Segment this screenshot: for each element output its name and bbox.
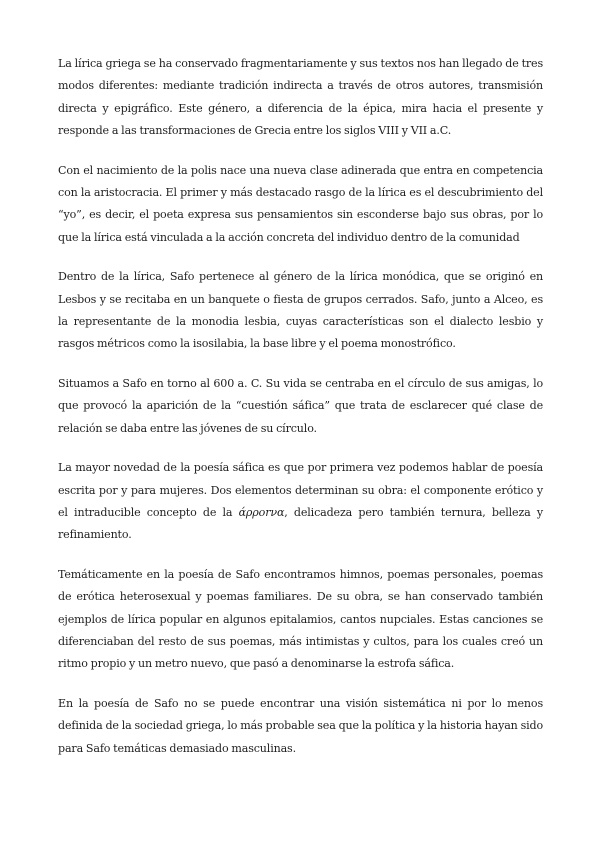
greek-term: άρροrνα — [238, 505, 285, 519]
paragraph-5-text-end: , delicadeza pero también ternura, belleza y refinamiento. — [58, 505, 543, 542]
paragraph-2: Con el nacimiento de la polis nace una nueva clase adinerada que entra en competencia con la aristocracia. El primer y más destacado rasgo de la lírica es el descubrimiento del “yo”, es decir, el poeta expresa sus pensamientos sin esconderse bajo sus obras, por lo que la lírica está vinculada a la acción concreta del individuo dentro de la comunidad — [58, 163, 543, 244]
paragraph-5-text-start: La mayor novedad de la poesía sáfica es que por primera vez podemos hablar de poesía escrita por y para mujeres. Dos elementos determinan su obra: el componente erótico y el intraducible concepto de la — [58, 461, 543, 519]
paragraph-4: Situamos a Safo en torno al 600 a. C. Su vida se centraba en el círculo de sus amigas, lo que provocó la aparición de la “cuestión sáfica” que trata de esclarecer qué clase de relación se daba entre las jóvenes de su círculo. — [58, 376, 543, 435]
paragraph-5 — [58, 457, 543, 547]
paragraph-7: En la poesía de Safo no se puede encontrar una visión sistemática ni por lo menos definida de la sociedad griega, lo más probable sea que la política y la historia hayan sido para Safo temáticas demasiado masculinas. — [58, 696, 543, 755]
paragraph-1: La lírica griega se ha conservado fragmentariamente y sus textos nos han llegado de tres modos diferentes: mediante tradición indirecta a través de otros autores, transmisión directa y epigráfico. Este género, a diferencia de la épica, mira hacia el presente y responde a las transformaciones de Grecia entre los siglos VIII y VII a.C. — [58, 57, 543, 138]
paragraph-3: Dentro de la lírica, Safo pertenece al género de la lírica monódica, que se originó en Lesbos y se recitaba en un banquete o fiesta de grupos cerrados. Safo, junto a Alceo, es la representante de la monodia lesbia, cuyas características son el dialecto lesbio y rasgos métricos como la isosilabia, la base libre y el poema monostrófico. — [58, 270, 543, 351]
paragraph-6: Temáticamente en la poesía de Safo encontramos himnos, poemas personales, poemas de erótica heterosexual y poemas familiares. De su obra, se han conservado también ejemplos de lírica popular en algunos epitalamios, cantos nupciales. Estas canciones se diferenciaban del resto de sus poemas, más intimistas y cultos, para los cuales creó un ritmo propio y un metro nuevo, que pasó a denominarse la estrofa sáfica. — [58, 567, 543, 671]
document-body — [58, 53, 543, 777]
